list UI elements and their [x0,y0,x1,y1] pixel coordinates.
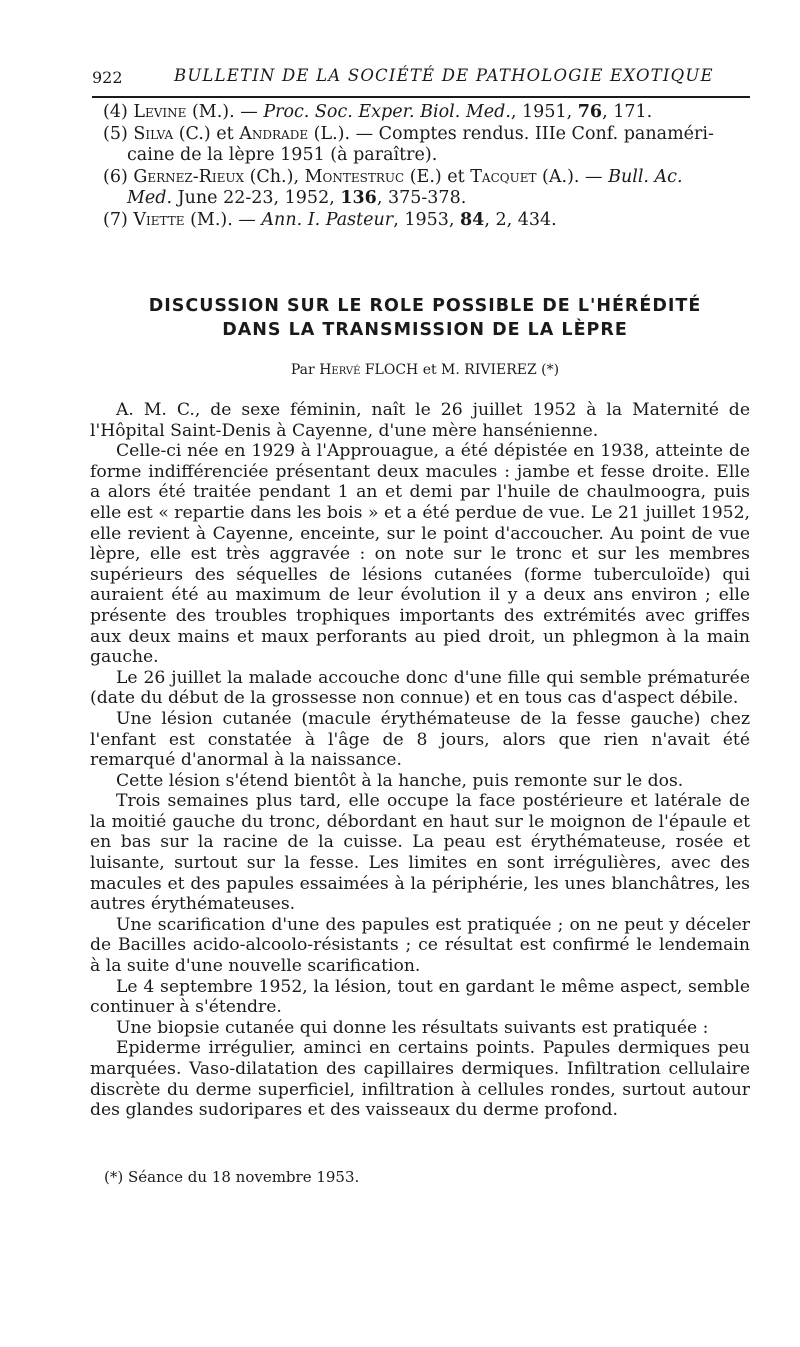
body-paragraph: Cette lésion s'étend bientôt à la hanche, puis remonte sur le dos. [116,770,684,791]
article-title-line: DANS LA TRANSMISSION DE LA LÈPRE [222,320,628,340]
article-title [100,294,750,342]
running-title: BULLETIN DE LA SOCIÉTÉ DE PATHOLOGIE EXOTIQUE [174,66,714,85]
body-paragraph: Trois semaines plus tard, elle occupe la face postérieure et latérale de la moitié gauche du tronc, débordant en haut sur le moignon de l'épaule et en bas sur la racine de la cuisse. La peau est érythémateuse, rosée et luisante, surtout sur la fesse. Les limites en sont irrégulières, avec des macules et des papules essaimées à la périphérie, les unes blanchâtres, les autres érythémateuses. [90,791,750,915]
reference-item: (4) Levine (M.). — Proc. Soc. Exper. Biol. Med., 1951, 76, 171. [103,102,653,122]
article-authors: Par Hervé FLOCH et M. RIVIEREZ (*) [290,362,560,378]
body-paragraph: Celle-ci née en 1929 à l'Approuague, a été dépistée en 1938, atteinte de forme indifférenciée présentant deux macules : jambe et fesse droite. Elle a alors été traitée pendant 1 an et demi par l'huile de chaulmoogra, puis elle est « repartie dans les bois » et a été perdue de vue. Le 21 juillet 1952, elle revient à Cayenne, enceinte, sur le point d'accoucher. Au point de vue lèpre, elle est très aggravée : on note sur le tronc et sur les membres supérieurs des séquelles de lésions cutanées (forme tuberculoïde) qui auraient été au maximum de leur évolution il y a deux ans environ ; elle présente des troubles trophiques importants des extrémités avec griffes aux deux mains et maux perforants au pied droit, un phlegmon à la main gauche. [90,441,750,668]
reference-item: (7) Viette (M.). — Ann. I. Pasteur, 1953, 84, 2, 434. [103,209,557,230]
footnote: (*) Séance du 18 novembre 1953. [104,1168,360,1186]
page-number: 922 [92,68,123,87]
reference-item: (5) Silva (C.) et Andrade (L.). — Comptes rendus. IIIe Conf. panaméri- caine de la lèpre 1951 (à paraître). [103,123,714,165]
body-paragraph: Epiderme irrégulier, aminci en certains points. Papules dermiques peu marquées. Vaso-dilatation des capillaires dermiques. Infiltration cellulaire discrète du derme superficiel, infiltration à cellules rondes, surtout autour des glandes sudoripares et des vaisseaux du derme profond. [90,1038,750,1121]
body-paragraph: Le 4 septembre 1952, la lésion, tout en gardant le même aspect, semble continuer à s'étendre. [90,976,750,1018]
body-paragraph: A. M. C., de sexe féminin, naît le 26 juillet 1952 à la Maternité de l'Hôpital Saint-Denis à Cayenne, d'une mère hansénienne. [90,400,750,441]
body-paragraph: Une scarification d'une des papules est pratiquée ; on ne peut y déceler de Bacilles acido-alcoolo-résistants ; ce résultat est confirmé le lendemain à la suite d'une nouvelle scarification. [90,914,750,977]
body-paragraph: Une biopsie cutanée qui donne les résultats suivants est pratiquée : [116,1017,709,1038]
header-rule [92,96,750,98]
reference-item: (6) Gernez-Rieux (Ch.), Montestruc (E.) et Tacquet (A.). — Bull. Ac. Med. June 22-23, 1952, 136, 375-378. [103,166,683,208]
article-body [90,400,750,1121]
reference-list [103,102,753,231]
body-paragraph: Le 26 juillet la malade accouche donc d'une fille qui semble prématurée (date du début de la grossesse non connue) et en tous cas d'aspect débile. [90,667,750,709]
page-header [92,66,750,92]
article-title-line: DISCUSSION SUR LE ROLE POSSIBLE DE L'HÉRÉDITÉ [148,296,702,316]
body-paragraph: Une lésion cutanée (macule érythémateuse de la fesse gauche) chez l'enfant est constatée à l'âge de 8 jours, alors que rien n'avait été remarqué d'anormal à la naissance. [90,708,750,771]
